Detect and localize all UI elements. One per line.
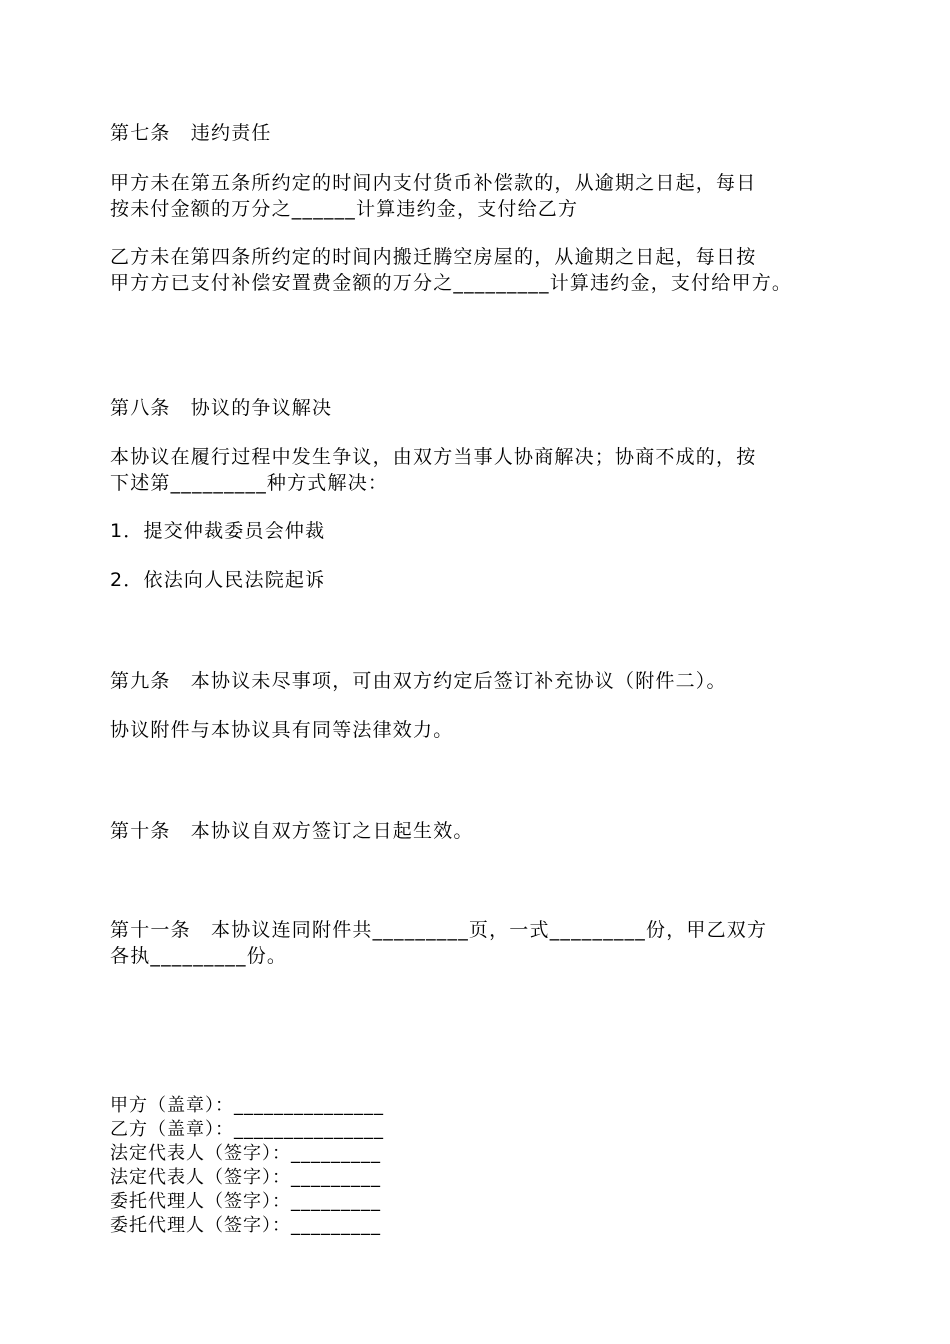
- article8-heading: 第八条 协议的争议解决: [110, 397, 333, 419]
- article8-para-line1: 本协议在履行过程中发生争议，由双方当事人协商解决；协商不成的，按: [110, 446, 757, 468]
- signature-party-b-seal: 乙方（盖章）：_______________: [110, 1119, 384, 1140]
- article11-line2: 各执_________份。: [110, 945, 288, 967]
- article9-line2: 协议附件与本协议具有同等法律效力。: [110, 719, 454, 741]
- article8-option2: 2．依法向人民法院起诉: [110, 569, 326, 591]
- article11-line1: 第十一条 本协议连同附件共_________页，一式_________份，甲乙双方: [110, 919, 768, 941]
- signature-legal-rep-b: 法定代表人（签字）：_________: [110, 1167, 381, 1188]
- article10-line1: 第十条 本协议自双方签订之日起生效。: [110, 820, 474, 842]
- signature-agent-a: 委托代理人（签字）：_________: [110, 1191, 381, 1212]
- article7-heading: 第七条 违约责任: [110, 122, 272, 144]
- article9-line1: 第九条 本协议未尽事项，可由双方约定后签订补充协议（附件二）。: [110, 670, 727, 692]
- signature-agent-b: 委托代理人（签字）：_________: [110, 1215, 381, 1236]
- article7-para2-line2: 甲方方已支付补偿安置费金额的万分之_________计算违约金，支付给甲方。: [110, 272, 793, 294]
- signature-party-a-seal: 甲方（盖章）：_______________: [110, 1095, 384, 1116]
- article7-para2-line1: 乙方未在第四条所约定的时间内搬迁腾空房屋的，从逾期之日起，每日按: [110, 246, 757, 268]
- article7-para1-line1: 甲方未在第五条所约定的时间内支付货币补偿款的，从逾期之日起，每日: [110, 172, 757, 194]
- article8-para-line2: 下述第_________种方式解决：: [110, 472, 389, 494]
- article8-option1: 1．提交仲裁委员会仲裁: [110, 520, 326, 542]
- signature-legal-rep-a: 法定代表人（签字）：_________: [110, 1143, 381, 1164]
- article7-para1-line2: 按未付金额的万分之______计算违约金，支付给乙方: [110, 198, 579, 220]
